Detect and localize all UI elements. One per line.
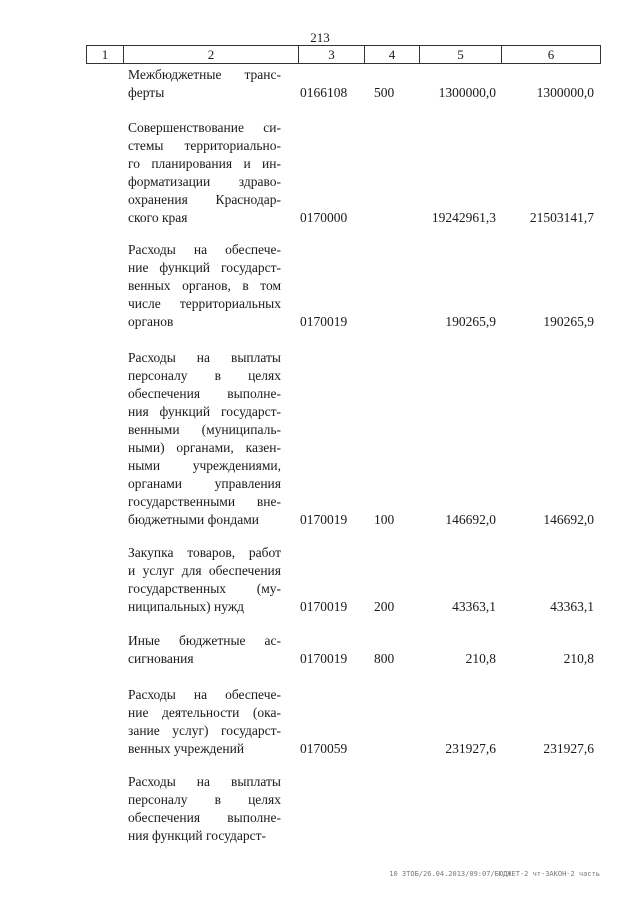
row-name-line: Расходы на обеспече- xyxy=(128,242,281,257)
row-name xyxy=(128,349,281,529)
row-name-line: го планирования и ин- xyxy=(128,156,281,171)
row-name-line: бюджетными фондами xyxy=(128,512,259,527)
row-name-line: Расходы на выплаты xyxy=(128,774,281,789)
row-code: 0170019 xyxy=(300,599,348,614)
row-expense-type: 100 xyxy=(374,512,395,527)
row-value-2013: 1300000,0 xyxy=(438,85,496,100)
row-name-line: ниципальных) нужд xyxy=(128,599,245,614)
row-code: 0170059 xyxy=(300,741,348,756)
row-name-line: ферты xyxy=(128,85,165,100)
row-code: 0166108 xyxy=(300,85,348,100)
row-code: 0170019 xyxy=(300,512,348,527)
row-expense-type: 500 xyxy=(374,85,395,100)
row-name-line: стемы территориально- xyxy=(128,138,281,153)
row-value-2013: 43363,1 xyxy=(452,599,496,614)
row-name-line: персоналу в целях xyxy=(128,792,281,807)
row-code: 0170000 xyxy=(300,210,348,225)
row-name-line: зание услуг) государст- xyxy=(128,723,281,738)
row-name xyxy=(128,686,281,758)
row-name-line: персоналу в целях xyxy=(128,368,281,383)
row-code: 0170019 xyxy=(300,314,348,329)
row-name xyxy=(128,773,281,845)
row-name-line: обеспечения выполне- xyxy=(128,810,281,825)
row-name-line: ными учреждениями, xyxy=(128,458,281,473)
header-col-2: 2 xyxy=(124,46,299,63)
header-col-5: 5 xyxy=(420,46,502,63)
header-col-3: 3 xyxy=(299,46,365,63)
row-expense-type: 800 xyxy=(374,651,395,666)
row-name-line: органами управления xyxy=(128,476,281,491)
row-name-line: обеспечения выполне- xyxy=(128,386,281,401)
row-name xyxy=(128,66,281,102)
row-name-line: Расходы на выплаты xyxy=(128,350,281,365)
row-name-line: венных органов, в том xyxy=(128,278,281,293)
row-value-2013: 231927,6 xyxy=(445,741,496,756)
row-expense-type: 200 xyxy=(374,599,395,614)
row-name-line: ными) органами, казен- xyxy=(128,440,281,455)
row-name-line: органов xyxy=(128,314,174,329)
row-name-line: Иные бюджетные ас- xyxy=(128,633,281,648)
page-number: 213 xyxy=(310,30,330,45)
row-value-2013: 210,8 xyxy=(465,651,496,666)
row-value-2014: 231927,6 xyxy=(543,741,594,756)
header-col-6: 6 xyxy=(547,47,555,62)
row-name-line: государственных (му- xyxy=(128,581,281,596)
row-value-2014: 21503141,7 xyxy=(529,210,594,225)
row-name-line: ния функций государст- xyxy=(128,828,267,843)
row-name-line: числе территориальных xyxy=(128,296,281,311)
row-name-line: ского края xyxy=(128,210,188,225)
row-name-line: сигнования xyxy=(128,651,194,666)
row-name-line: Межбюджетные транс- xyxy=(128,67,281,82)
row-code: 0170019 xyxy=(300,651,348,666)
row-name-line: ние функций государст- xyxy=(128,260,281,275)
row-value-2013: 190265,9 xyxy=(445,314,496,329)
row-name xyxy=(128,119,281,227)
row-name xyxy=(128,241,281,331)
row-name-line: охранения Краснодар- xyxy=(128,192,281,207)
row-name-line: государственными вне- xyxy=(128,494,281,509)
row-name-line: и услуг для обеспечения xyxy=(128,563,281,578)
row-name-line: форматизации здраво- xyxy=(128,174,281,189)
row-name-line: Совершенствование си- xyxy=(128,120,281,135)
row-name-line: Расходы на обеспече- xyxy=(128,687,281,702)
header-col-4: 4 xyxy=(365,46,420,63)
footer-stamp: 10 3ТОБ/26.04.2013/09:07/БЮДЖЕТ-2 чт-ЗАКОН-2 часть xyxy=(389,870,600,878)
row-value-2014: 190265,9 xyxy=(543,314,594,329)
table-header xyxy=(86,45,601,64)
row-name-line: ния функций государст- xyxy=(128,404,281,419)
row-value-2014: 1300000,0 xyxy=(536,85,594,100)
row-value-2013: 146692,0 xyxy=(445,512,496,527)
header-col-1: 1 xyxy=(87,46,124,63)
row-value-2014: 146692,0 xyxy=(543,512,594,527)
row-name-line: Закупка товаров, работ xyxy=(128,545,281,560)
row-value-2014: 43363,1 xyxy=(550,599,594,614)
row-name xyxy=(128,632,281,668)
row-value-2014: 210,8 xyxy=(563,651,594,666)
row-name-line: ние деятельности (ока- xyxy=(128,705,281,720)
row-name-line: венных учреждений xyxy=(128,741,245,756)
row-name xyxy=(128,544,281,616)
row-value-2013: 19242961,3 xyxy=(431,210,496,225)
row-name-line: венными (муниципаль- xyxy=(128,422,281,437)
